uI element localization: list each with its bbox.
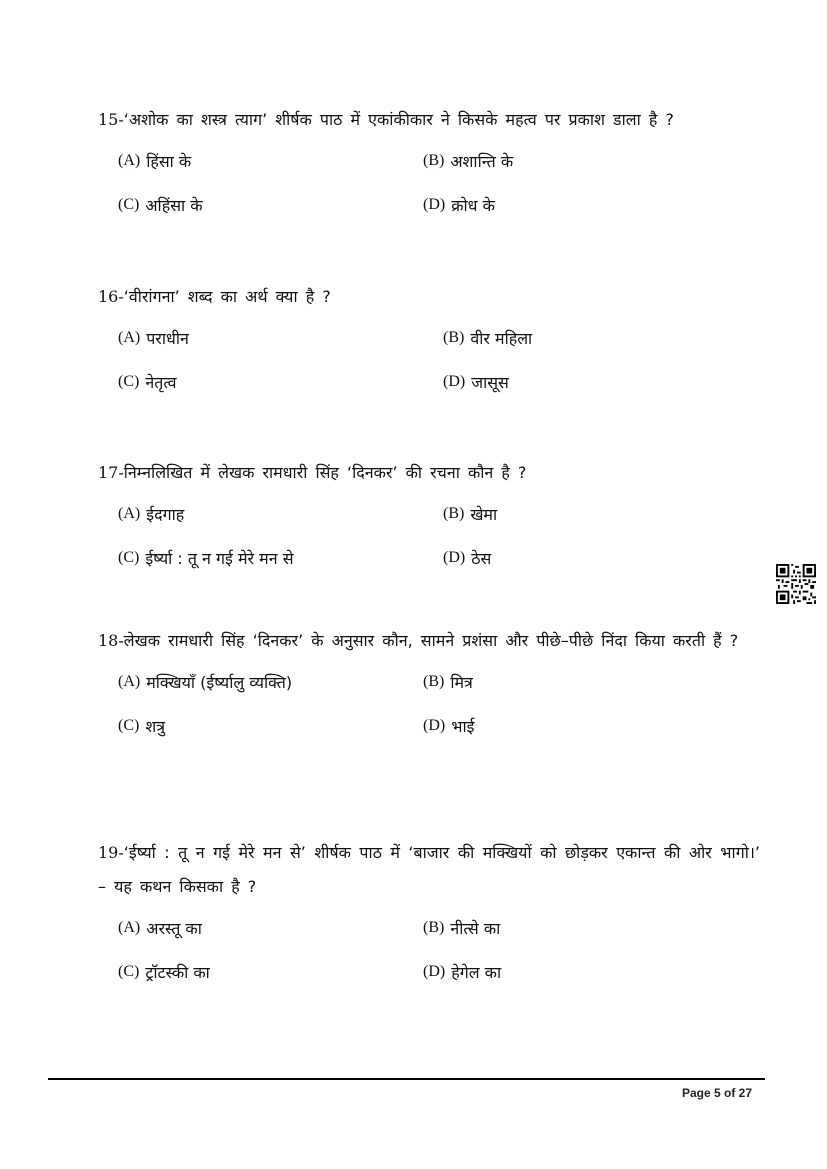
option-text: हिंसा के [146, 152, 192, 171]
question-body: ‘वीरांगना’ शब्द का अर्थ क्या है ? [123, 287, 331, 306]
qr-code-icon [776, 564, 816, 604]
option-letter: (B) [423, 152, 445, 169]
option-d [423, 715, 474, 737]
option-text: क्रोध के [451, 196, 495, 215]
option-a [118, 150, 423, 172]
option-text: मित्र [450, 673, 473, 692]
option-letter: (C) [118, 373, 140, 390]
option-c [118, 371, 443, 393]
question-body: ‘ईर्ष्या : तू न गई मेरे मन से’ शीर्षक पाठ में ‘बाजार की मक्खियों को छोड़कर एकान्त की ओर भागो।’ – यह कथन किसका है ? [98, 843, 760, 896]
option-text: अरस्तू का [146, 919, 202, 938]
option-text: अहिंसा के [145, 196, 203, 215]
question-body: ‘अशोक का शस्त्र त्याग’ शीर्षक पाठ में एकांकीकार ने किसके महत्व पर प्रकाश डाला है ? [123, 110, 674, 129]
option-letter: (C) [118, 963, 140, 980]
question-text [98, 103, 760, 137]
question-number: 16- [98, 287, 124, 306]
option-letter: (D) [423, 717, 446, 734]
option-d [443, 371, 509, 393]
option-letter: (B) [443, 329, 465, 346]
option-text: ईर्ष्या : तू न गई मेरे मन से [145, 549, 294, 568]
question-text [98, 624, 760, 658]
option-letter: (C) [118, 196, 140, 213]
option-text: हेगेल का [451, 963, 502, 982]
option-text: पराधीन [146, 329, 189, 348]
option-letter: (A) [118, 329, 141, 346]
page-number: Page 5 of 27 [682, 1086, 753, 1100]
option-b [443, 503, 497, 525]
option-text: भाई [451, 717, 475, 736]
option-letter: (A) [118, 919, 141, 936]
question-17 [98, 456, 760, 576]
option-text: खेमा [470, 505, 498, 524]
option-d [423, 961, 501, 983]
option-a [118, 917, 423, 939]
option-d [443, 547, 491, 569]
option-d [423, 194, 495, 216]
question-16 [98, 280, 760, 400]
option-letter: (C) [118, 549, 140, 566]
option-letter: (B) [423, 919, 445, 936]
footer-divider [48, 1078, 765, 1080]
option-letter: (A) [118, 673, 141, 690]
option-text: मक्खियाँ (ईर्ष्यालु व्यक्ति) [146, 673, 293, 692]
question-number: 17- [98, 463, 124, 482]
question-19 [98, 836, 760, 990]
option-text: ठेस [471, 549, 492, 568]
option-b [423, 150, 513, 172]
question-text [98, 280, 760, 314]
option-letter: (A) [118, 152, 141, 169]
option-b [423, 917, 500, 939]
question-number: 18- [98, 631, 124, 650]
option-a [118, 671, 423, 693]
option-text: वीर महिला [470, 329, 533, 348]
option-letter: (D) [423, 963, 446, 980]
option-text: अशान्ति के [450, 152, 514, 171]
option-text: नेतृत्व [145, 373, 177, 392]
option-c [118, 961, 423, 983]
question-number: 15- [98, 110, 124, 129]
option-c [118, 194, 423, 216]
question-text [98, 456, 760, 490]
option-c [118, 715, 423, 737]
option-letter: (D) [423, 196, 446, 213]
option-text: नीत्से का [450, 919, 501, 938]
question-body: निम्नलिखित में लेखक रामधारी सिंह ‘दिनकर’ की रचना कौन है ? [123, 463, 527, 482]
option-letter: (B) [443, 505, 465, 522]
question-body: लेखक रामधारी सिंह ‘दिनकर’ के अनुसार कौन, सामने प्रशंसा और पीछे–पीछे निंदा किया करती हैं ? [123, 631, 739, 650]
question-15 [98, 103, 760, 223]
question-text [98, 836, 760, 904]
option-letter: (B) [423, 673, 445, 690]
option-text: जासूस [471, 373, 509, 392]
option-a [118, 503, 443, 525]
option-text: ट्रॉटस्की का [145, 963, 210, 982]
option-text: ईदगाह [146, 505, 185, 524]
option-b [443, 327, 532, 349]
question-18 [98, 624, 760, 744]
option-b [423, 671, 473, 693]
question-number: 19- [98, 843, 124, 862]
option-letter: (A) [118, 505, 141, 522]
option-letter: (C) [118, 717, 140, 734]
option-text: शत्रु [145, 717, 166, 736]
option-a [118, 327, 443, 349]
option-letter: (D) [443, 549, 466, 566]
option-letter: (D) [443, 373, 466, 390]
option-c [118, 547, 443, 569]
